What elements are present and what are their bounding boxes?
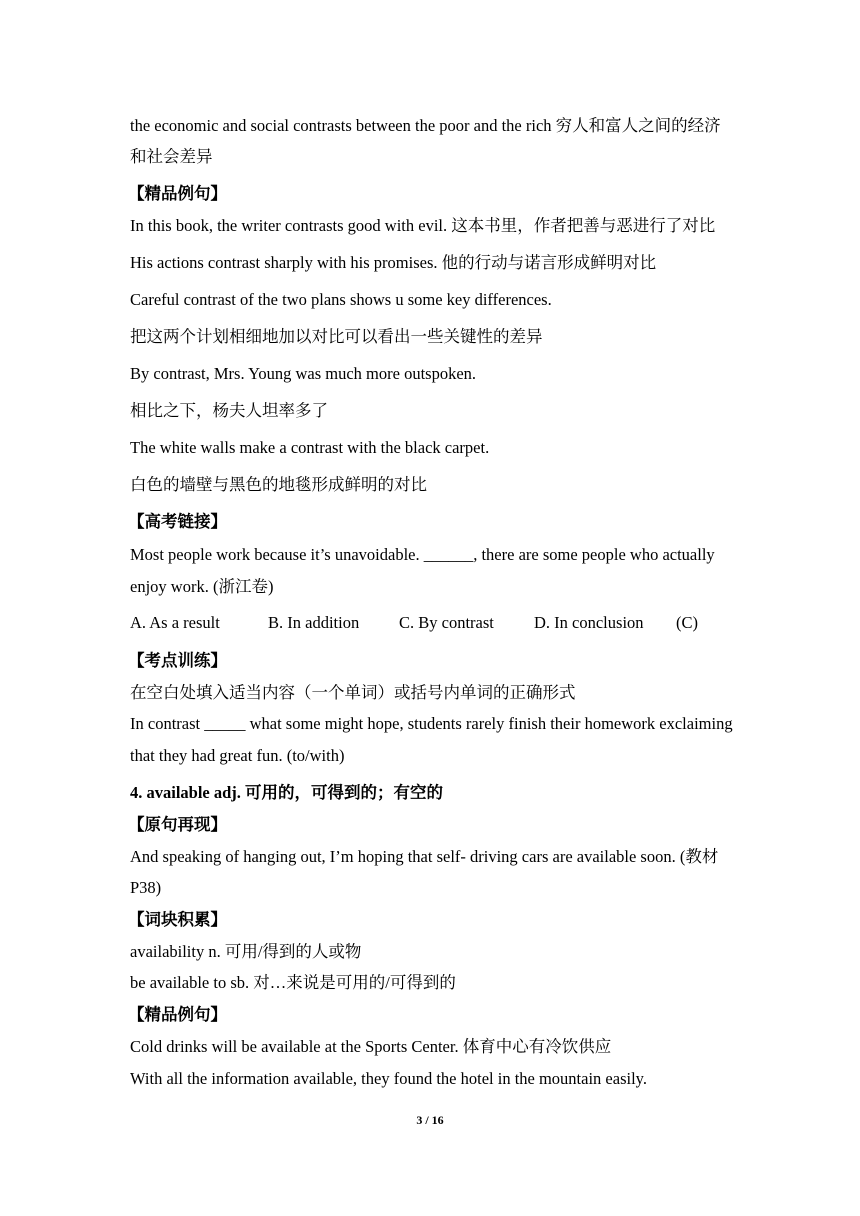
- text-line: 把这两个计划相细地加以对比可以看出一些关键性的差异: [130, 327, 543, 346]
- text-line: By contrast, Mrs. Young was much more outspoken.: [130, 364, 477, 383]
- section-heading: 【精品例句】: [128, 184, 227, 203]
- option-b: B. In addition: [268, 613, 360, 632]
- section-heading: 【原句再现】: [128, 815, 227, 834]
- text-line: His actions contrast sharply with his promises. 他的行动与诺言形成鲜明对比: [130, 253, 657, 272]
- text-line: availability n. 可用/得到的人或物: [130, 942, 362, 961]
- text-line: enjoy work. (浙江卷): [130, 577, 274, 596]
- text-line: 相比之下，杨夫人坦率多了: [130, 401, 328, 420]
- text-line: 和社会差异: [130, 147, 213, 166]
- section-heading: 【词块积累】: [128, 910, 227, 929]
- text-line: 白色的墙壁与黑色的地毯形成鲜明的对比: [130, 475, 427, 494]
- entry-heading: 4. available adj. 可用的，可得到的；有空的: [130, 783, 444, 802]
- text-line: Most people work because it’s unavoidable. ______, there are some people who actually: [130, 545, 715, 564]
- text-line: that they had great fun. (to/with): [130, 746, 345, 765]
- answer-key: (C): [676, 613, 698, 632]
- text-line: With all the information available, they found the hotel in the mountain easily.: [130, 1069, 647, 1088]
- text-line: In contrast _____ what some might hope, students rarely finish their homework exclaiming: [130, 714, 733, 733]
- option-c: C. By contrast: [399, 613, 494, 632]
- option-d: D. In conclusion: [534, 613, 644, 632]
- text-line: Careful contrast of the two plans shows u some key differences.: [130, 290, 552, 309]
- text-line: Cold drinks will be available at the Sports Center. 体育中心有冷饮供应: [130, 1037, 612, 1056]
- text-line: In this book, the writer contrasts good with evil. 这本书里，作者把善与恶进行了对比: [130, 216, 716, 235]
- text-line: And speaking of hanging out, I’m hoping that self- driving cars are available soon. (教材: [130, 847, 719, 866]
- text-line: the economic and social contrasts between the poor and the rich 穷人和富人之间的经济: [130, 116, 721, 135]
- text-line: P38): [130, 878, 162, 897]
- text-line: be available to sb. 对…来说是可用的/可得到的: [130, 973, 456, 992]
- section-heading: 【高考链接】: [128, 512, 227, 531]
- section-heading: 【考点训练】: [128, 651, 227, 670]
- section-heading: 【精品例句】: [128, 1005, 227, 1024]
- text-line: The white walls make a contrast with the black carpet.: [130, 438, 490, 457]
- answer-options: [130, 612, 770, 634]
- option-a: A. As a result: [130, 613, 220, 632]
- page-number: 3 / 16: [416, 1113, 444, 1127]
- text-line: 在空白处填入适当内容（一个单词）或括号内单词的正确形式: [130, 683, 576, 702]
